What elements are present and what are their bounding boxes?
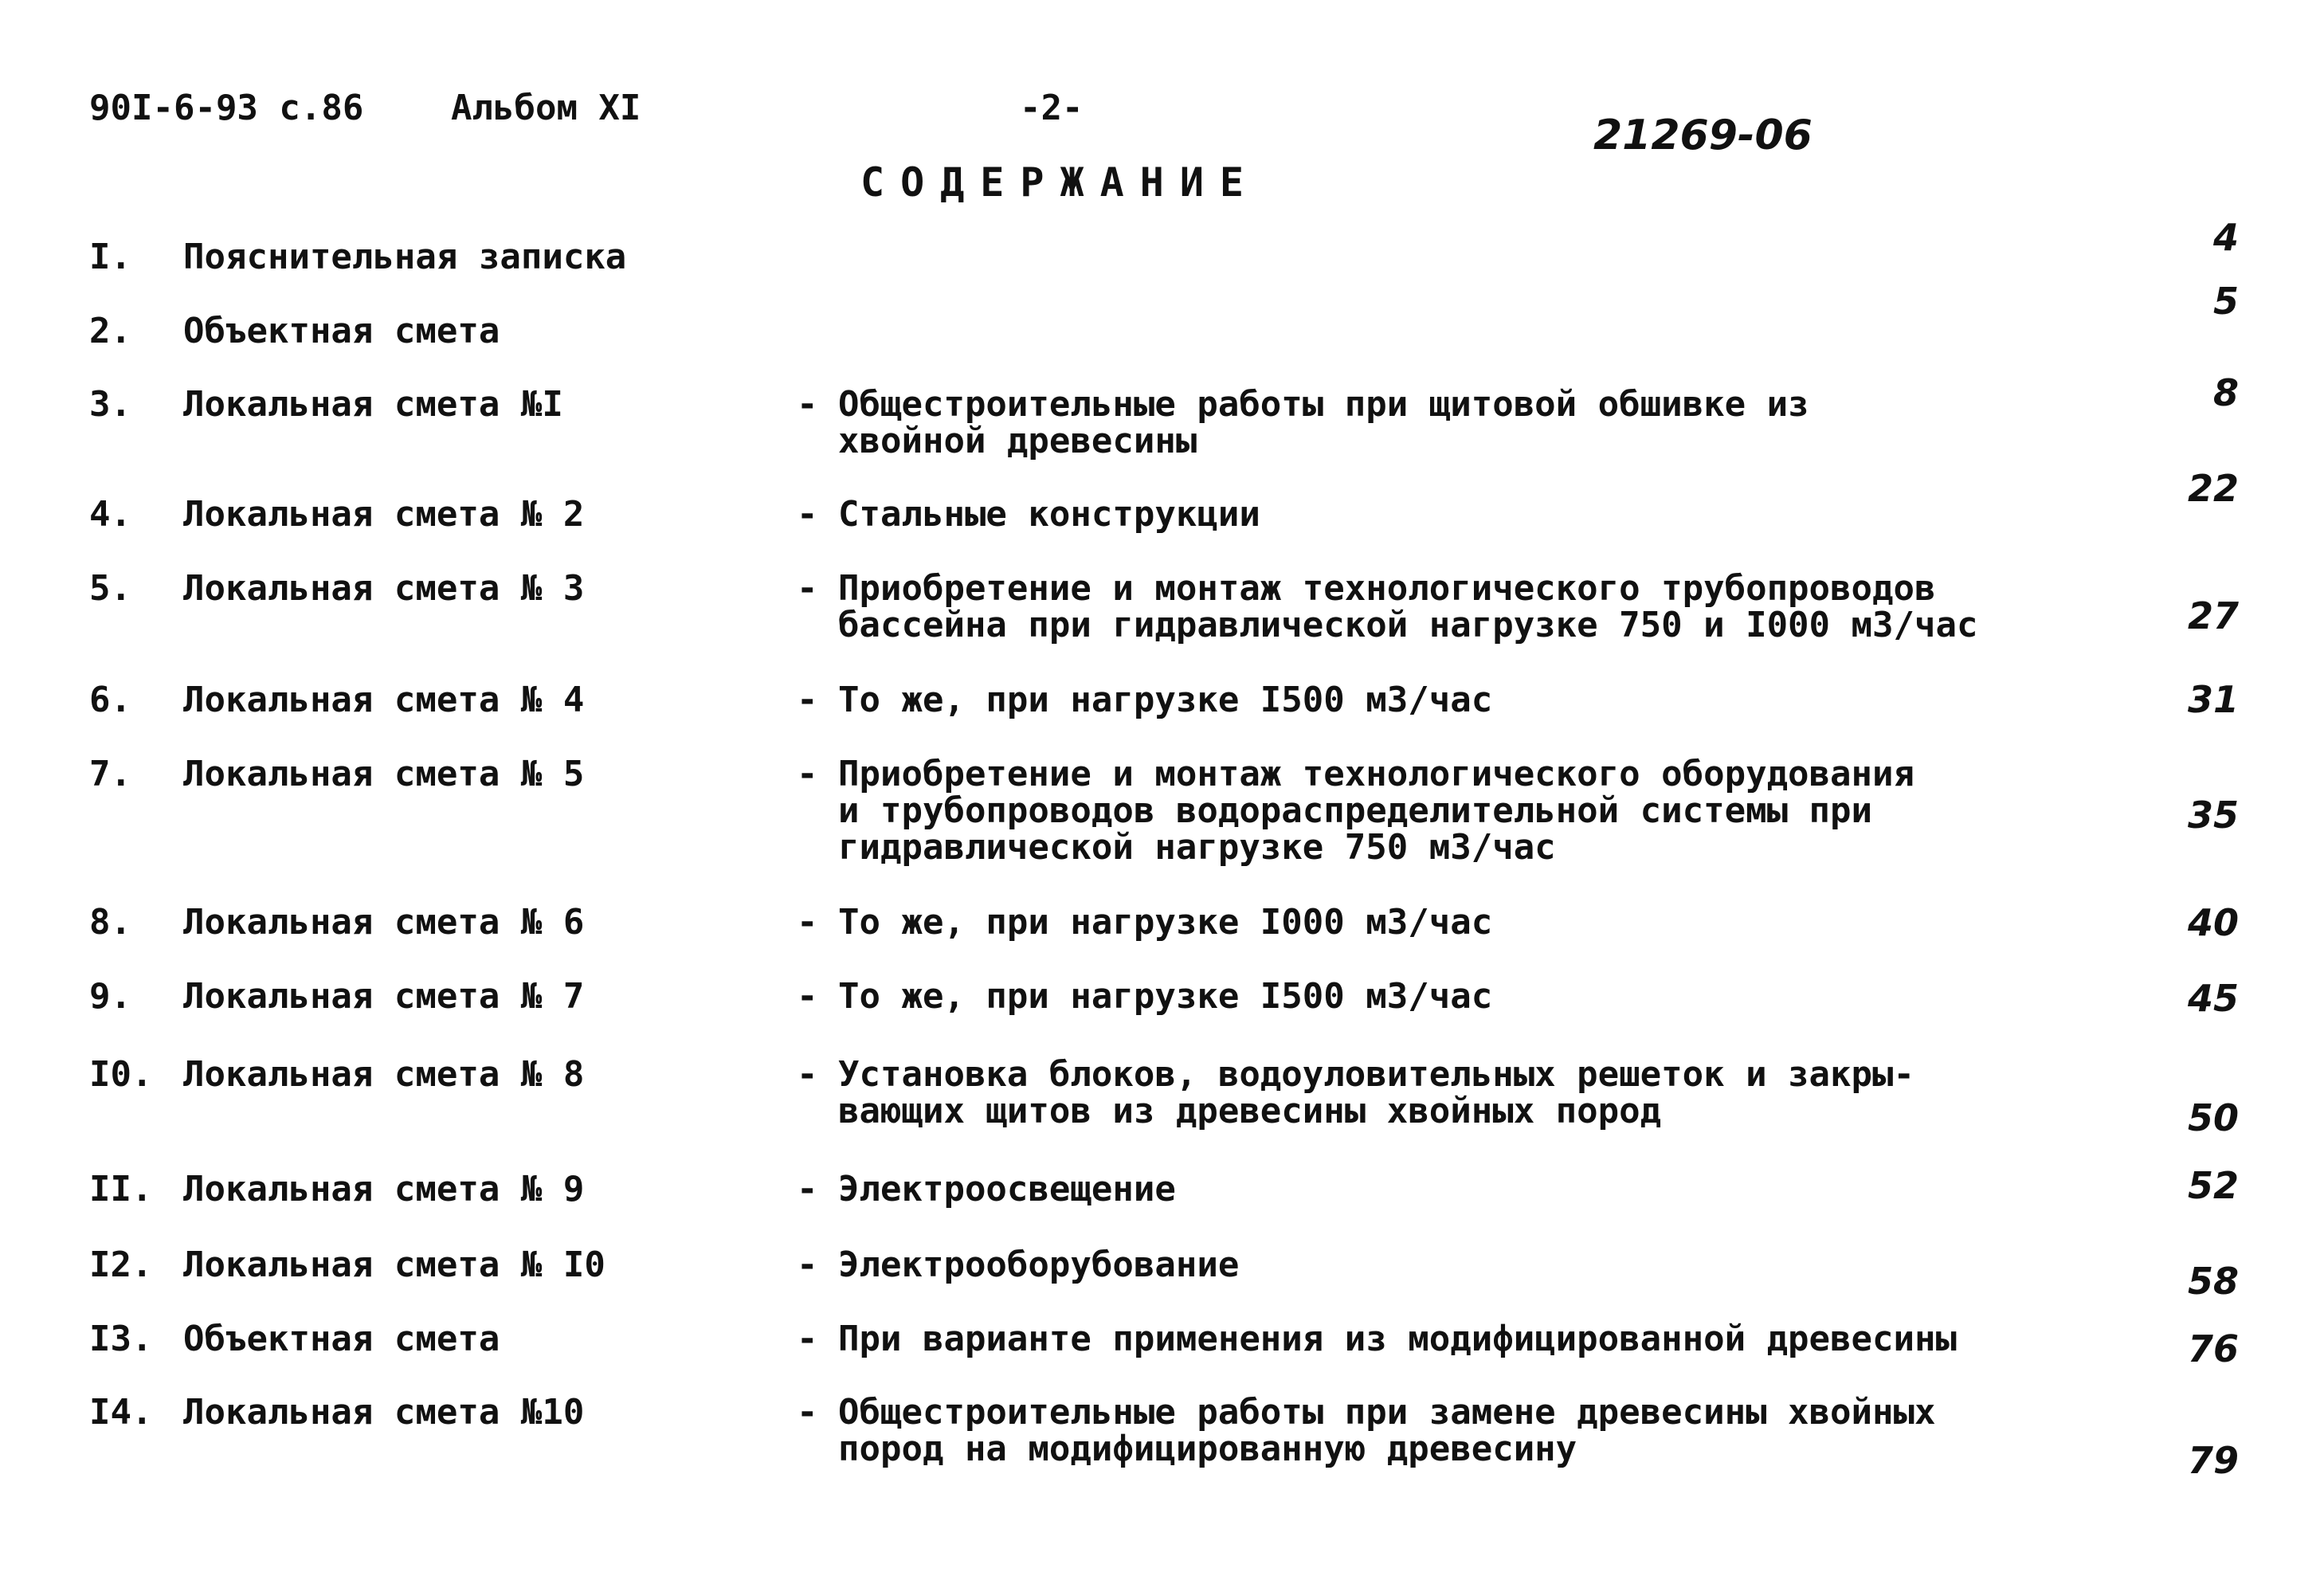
- entry-dash: -: [797, 1319, 818, 1359]
- entry-description: При варианте применения из модифицированной древесины: [838, 1319, 1957, 1359]
- entry-number: I3.: [89, 1319, 153, 1359]
- entry-page-number: 35: [2187, 794, 2239, 837]
- entry-dash: -: [797, 976, 818, 1017]
- entry-number: 7.: [89, 754, 131, 794]
- entry-description: Электроосвещение: [838, 1169, 1176, 1209]
- entry-number: 6.: [89, 680, 131, 720]
- entry-page-number: 52: [2187, 1164, 2239, 1207]
- toc-entry: [0, 494, 2324, 535]
- entry-description: Электрооборубование: [838, 1245, 1240, 1285]
- entry-dash: -: [797, 902, 818, 943]
- entry-description: Приобретение и монтаж технологического трубопроводов бассейна при гидравлической нагрузке 750 и I000 м3/час: [838, 568, 1978, 645]
- entry-description: То же, при нагрузке I500 м3/час: [838, 680, 1493, 720]
- entry-description: Общестроительные работы при щитовой обшивке из хвойной древесины: [838, 384, 1809, 461]
- entry-dash: -: [797, 568, 818, 609]
- entry-page-number: 31: [2187, 678, 2239, 721]
- entry-page-number: 79: [2187, 1439, 2239, 1482]
- entry-page-number: 40: [2187, 901, 2239, 944]
- entry-dash: -: [797, 1054, 818, 1095]
- entry-dash: -: [797, 384, 818, 425]
- entry-number: 5.: [89, 568, 131, 609]
- entry-description: То же, при нагрузке I500 м3/час: [838, 976, 1493, 1017]
- toc-entry: [0, 384, 2324, 461]
- entry-name: Локальная смета № 4: [183, 680, 585, 720]
- entry-page-number: 76: [2187, 1327, 2239, 1370]
- entry-number: 9.: [89, 976, 131, 1017]
- entry-dash: -: [797, 494, 818, 535]
- entry-page-number: 5: [2212, 280, 2239, 323]
- entry-dash: -: [797, 754, 818, 794]
- entry-page-number: 4: [2212, 216, 2239, 259]
- toc-entry: [0, 311, 2324, 351]
- entry-dash: -: [797, 680, 818, 720]
- entry-number: 8.: [89, 902, 131, 943]
- entry-number: 3.: [89, 384, 131, 425]
- entry-number: I0.: [89, 1054, 153, 1095]
- entry-page-number: 8: [2212, 371, 2239, 414]
- entry-name: Локальная смета № 7: [183, 976, 585, 1017]
- entry-description: Приобретение и монтаж технологического оборудования и трубопроводов водораспределительной системы при гидравлической нагрузке 750 м3/час: [838, 754, 1915, 868]
- entry-name: Локальная смета №I: [183, 384, 563, 425]
- entry-description: То же, при нагрузке I000 м3/час: [838, 902, 1493, 943]
- entry-name: Объектная смета: [183, 1319, 500, 1359]
- entry-page-number: 27: [2187, 594, 2239, 637]
- entry-name: Объектная смета: [183, 311, 500, 351]
- entry-name: Локальная смета № 9: [183, 1169, 585, 1209]
- entry-name: Локальная смета №10: [183, 1392, 585, 1433]
- entry-page-number: 50: [2187, 1096, 2239, 1139]
- entry-number: 4.: [89, 494, 131, 535]
- entry-name: Локальная смета № 2: [183, 494, 585, 535]
- entry-name: Пояснительная записка: [183, 237, 627, 277]
- entry-number: I.: [89, 237, 131, 277]
- entry-page-number: 45: [2187, 977, 2239, 1020]
- entry-number: I2.: [89, 1245, 153, 1285]
- entry-description: Установка блоков, водоуловительных решеток и закры- вающих щитов из древесины хвойных пород: [838, 1054, 1915, 1131]
- entry-page-number: 22: [2187, 467, 2239, 510]
- entry-name: Локальная смета № 6: [183, 902, 585, 943]
- entry-name: Локальная смета № 3: [183, 568, 585, 609]
- entry-dash: -: [797, 1169, 818, 1209]
- toc-entry: [0, 237, 2324, 277]
- entry-number: II.: [89, 1169, 153, 1209]
- archive-number: 21269-06: [1593, 112, 1813, 159]
- entry-description: Общестроительные работы при замене древесины хвойных пород на модифицированную древесину: [838, 1392, 1936, 1469]
- document-code: 90I-6-93 c.86: [89, 88, 364, 128]
- page-number: -2-: [1020, 88, 1084, 128]
- entry-number: I4.: [89, 1392, 153, 1433]
- entry-name: Локальная смета № 8: [183, 1054, 585, 1095]
- entry-number: 2.: [89, 311, 131, 351]
- entry-dash: -: [797, 1245, 818, 1285]
- entry-name: Локальная смета № 5: [183, 754, 585, 794]
- entry-dash: -: [797, 1392, 818, 1433]
- entry-description: Стальные конструкции: [838, 494, 1260, 535]
- album-label: Альбом XI: [451, 88, 641, 128]
- entry-page-number: 58: [2187, 1260, 2239, 1303]
- page-title: СОДЕРЖАНИЕ: [860, 159, 1260, 206]
- entry-name: Локальная смета № I0: [183, 1245, 605, 1285]
